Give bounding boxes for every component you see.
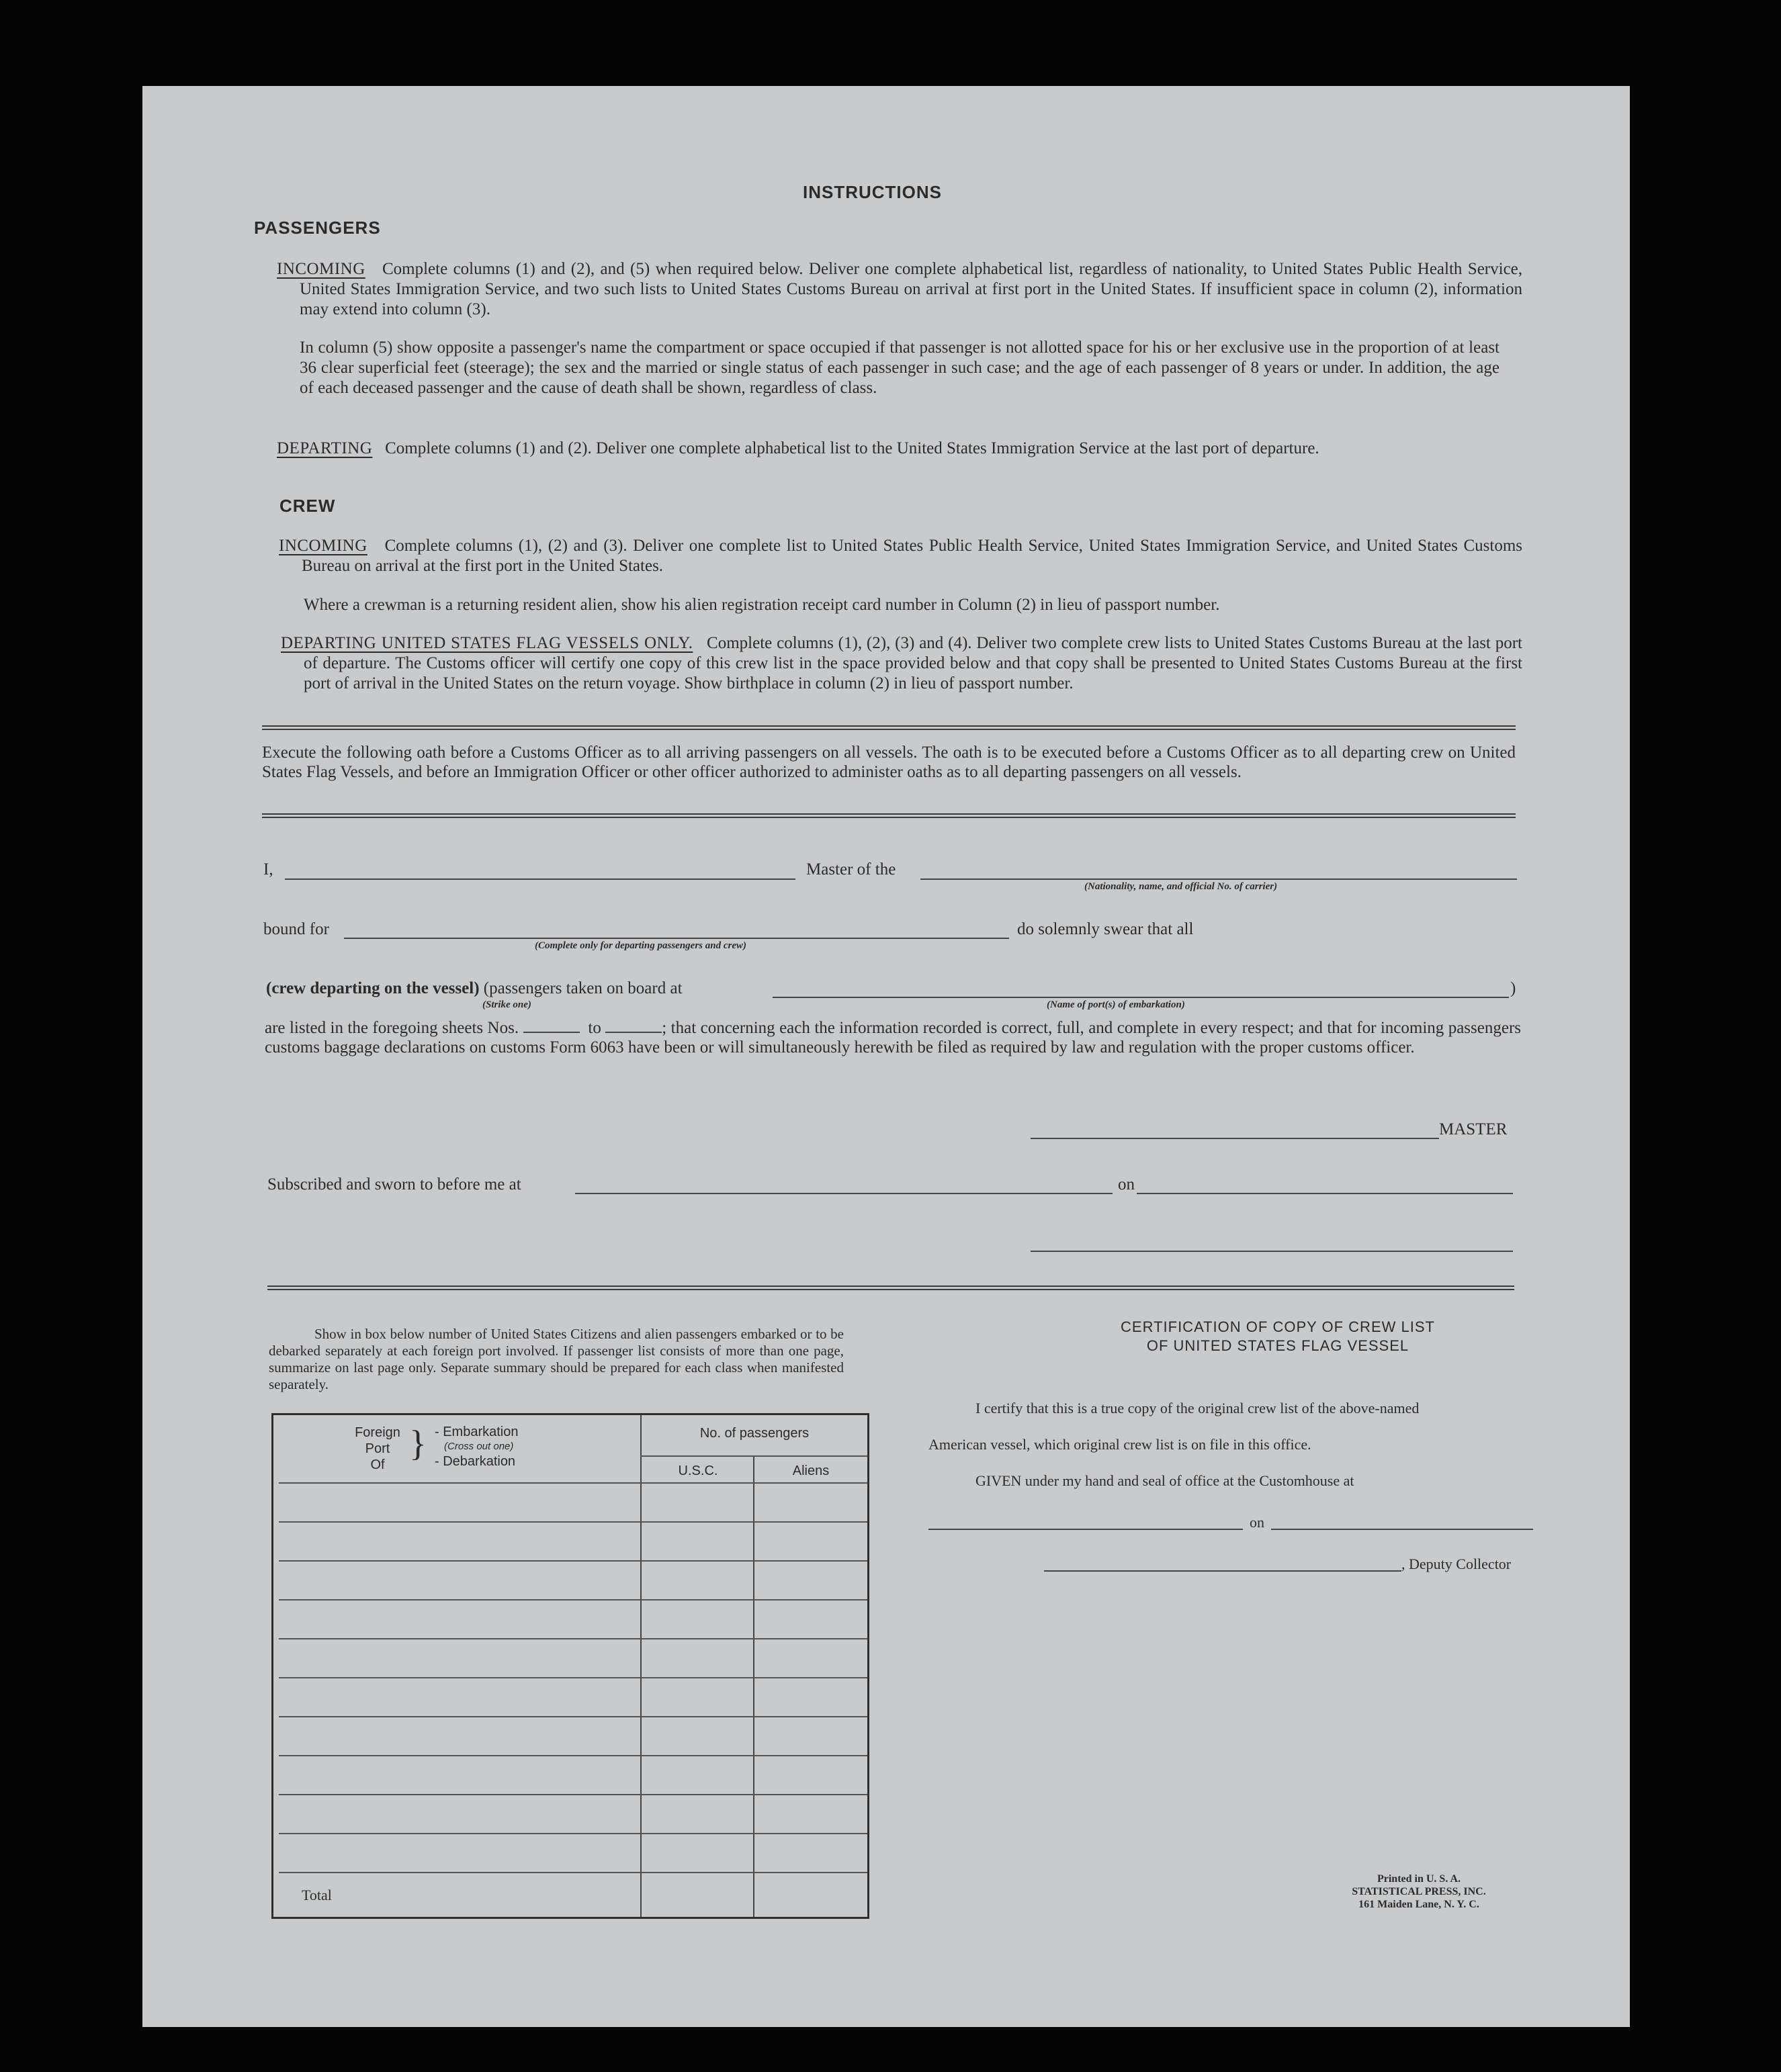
foreign-word: Foreign [355,1425,400,1440]
passengers-departing-instruction [277,439,1522,459]
passenger-summary-table [271,1413,869,1919]
bound-for-caption: (Complete only for departing passengers and crew) [535,940,746,951]
no-of-passengers-header: No. of passengers [699,1426,810,1441]
carrier-field[interactable] [920,879,1517,880]
table-row[interactable] [279,1521,867,1523]
embarkation-caption: (Name of port(s) of embarkation) [1047,999,1185,1010]
table-row[interactable] [279,1833,867,1834]
sworn-on-label: on [1118,1175,1135,1193]
to-label: to [588,1019,601,1037]
form-page [142,86,1630,2027]
embarkation-label: - Embarkation [435,1425,519,1439]
debarkation-label: - Debarkation [435,1454,516,1469]
listed-statement [265,1018,1521,1057]
table-row[interactable] [279,1872,867,1873]
certification-title-line2: OF UNITED STATES FLAG VESSEL [1146,1337,1409,1354]
table-row[interactable] [279,1755,867,1756]
printer-line2: STATISTICAL PRESS, INC. [1352,1886,1486,1897]
sheet-to-field[interactable] [605,1032,662,1033]
table-row[interactable] [279,1794,867,1795]
cross-out-caption: (Cross out one) [444,1441,514,1452]
master-name-field[interactable] [285,879,795,880]
crew-flag-vessel-instruction [281,633,1522,694]
header-divider [640,1455,867,1457]
printer-imprint [1318,1873,1520,1911]
certification-title-line1: CERTIFICATION OF COPY OF CREW LIST [1121,1318,1435,1335]
column-divider [640,1415,642,1917]
passengers-incoming-label: INCOMING [277,260,365,278]
crew-departing-label: (crew departing on the vessel) [266,979,480,997]
listed-prefix: are listed in the foregoing sheets Nos. [265,1019,519,1037]
section-divider [262,725,1516,730]
printer-line3: 161 Maiden Lane, N. Y. C. [1358,1899,1479,1910]
passengers-incoming-instruction [277,259,1522,320]
brace-glyph: } [409,1423,427,1463]
certification-line2: American vessel, which original crew list is on file in this office. [928,1436,1311,1453]
of-word: Of [370,1457,385,1472]
certification-title [1016,1318,1540,1355]
column-divider [753,1455,754,1917]
page-title: INSTRUCTIONS [803,182,942,202]
close-paren: ) [1510,979,1516,997]
deputy-collector-label: , Deputy Collector [1401,1556,1512,1572]
master-of-label: Master of the [806,860,896,879]
certification-on-label: on [1250,1514,1264,1531]
passengers-departing-text: Complete columns (1) and (2). Deliver one complete alphabetical list to the United States Immigration Service at the last port of departure. [385,439,1319,457]
sheet-from-field[interactable] [523,1032,580,1033]
oath-instructions: Execute the following oath before a Customs Officer as to all arriving passengers on all vessels. The oath is to be executed before a Customs Officer as to all departing crew on United States Flag Vessels, and before an Immigration Officer or other officer authorized to administer oaths as to all departing passengers on all vessels. [262,744,1516,781]
usc-header: U.S.C. [678,1463,718,1478]
passengers-heading: PASSENGERS [254,218,381,238]
deputy-collector-signature-field[interactable] [1044,1570,1401,1572]
sworn-place-field[interactable] [575,1193,1113,1194]
embark-debark-options [435,1425,519,1469]
summary-instructions: Show in box below number of United States Citizens and alien passengers embarked or to be debarked separately at each foreign port involved. If passenger list consists of more than one page, summarize on last page only. Separate summary should be prepared for each class when manifested separately. [269,1326,844,1392]
certification-line1: I certify that this is a true copy of the original crew list of the above-named [975,1400,1420,1416]
table-row[interactable] [279,1716,867,1717]
sworn-date-field[interactable] [1137,1193,1513,1194]
crew-incoming-label: INCOMING [279,537,367,555]
swear-label: do solemnly swear that all [1017,920,1194,938]
column5-instruction: In column (5) show opposite a passenger's name the compartment or space occupied if that passenger is not allotted space for his or her exclusive use in the proportion of at least 36 clear superficial feet (steerage); the sex and the married or single status of each passenger in such case; and the age of each passenger of 8 years or under. In addition, the age of each deceased passenger and the cause of death shall be shown, regardless of class. [300,339,1500,397]
foreign-port-of-label [347,1425,408,1473]
subscribed-label: Subscribed and sworn to before me at [267,1175,521,1193]
listed-text: ; that concerning each the information recorded is correct, full, and complete in every respect; and that for incoming passengers customs baggage declarations on customs Form 6063 have been or will simultaneously herewith be filed as required by law and regulation with the proper customs officer. [265,1019,1521,1056]
printer-line1: Printed in U. S. A. [1377,1873,1461,1885]
customhouse-field[interactable] [928,1529,1243,1530]
table-row[interactable] [279,1677,867,1678]
table-row[interactable] [279,1560,867,1562]
total-label: Total [302,1887,332,1903]
certification-date-field[interactable] [1271,1529,1533,1530]
aliens-header: Aliens [792,1463,830,1478]
bound-for-label: bound for [263,920,329,938]
port-word: Port [365,1441,390,1456]
table-row[interactable] [279,1599,867,1601]
officer-signature-field[interactable] [1031,1251,1513,1252]
master-signature-field[interactable] [1031,1138,1439,1139]
passengers-incoming-text: Complete columns (1) and (2), and (5) when required below. Deliver one complete alphabetical list, regardless of nationality, to United States Public Health Service, United States Immigration Service, and two such lists to United States Customs Bureau on arrival at first port in the United States. If insufficient space in column (2), information may extend into column (3). [300,260,1523,318]
bound-for-field[interactable] [344,938,1009,939]
table-row[interactable] [279,1482,867,1484]
section-divider-2 [262,813,1516,818]
embarkation-port-field[interactable] [773,997,1509,998]
passengers-departing-label: DEPARTING [277,439,373,457]
strike-one-caption: (Strike one) [482,999,531,1010]
master-label: MASTER [1439,1120,1508,1138]
crew-heading: CREW [279,496,336,516]
resident-alien-instruction: Where a crewman is a returning resident alien, show his alien registration receipt card number in Column (2) in lieu of passport number. [304,596,1220,614]
crew-incoming-text: Complete columns (1), (2) and (3). Deliver one complete list to United States Public Health Service, United States Immigration Service, and United States Customs Bureau on arrival at the first port in the United States. [302,537,1523,575]
certification-given: GIVEN under my hand and seal of office at the Customhouse at [975,1472,1354,1489]
carrier-caption: (Nationality, name, and official No. of carrier) [1084,881,1278,892]
oath-i-label: I, [263,860,273,879]
table-row[interactable] [279,1638,867,1639]
flag-vessel-text: Complete columns (1), (2), (3) and (4). Deliver two complete crew lists to United States Customs Bureau at the last port of departure. The Customs officer will certify one copy of this crew list in the space provided below and that copy shall be presented to United States Customs Bureau at the first port of arrival in the United States on the return voyage. Show birthplace in column (2) in lieu of passport number. [304,634,1522,692]
flag-vessel-label: DEPARTING UNITED STATES FLAG VESSELS ONLY. [281,634,693,652]
crew-incoming-instruction [279,536,1522,576]
section-divider-3 [267,1286,1514,1290]
crew-departing-option [266,979,683,998]
passengers-taken-label: (passengers taken on board at [483,979,683,997]
